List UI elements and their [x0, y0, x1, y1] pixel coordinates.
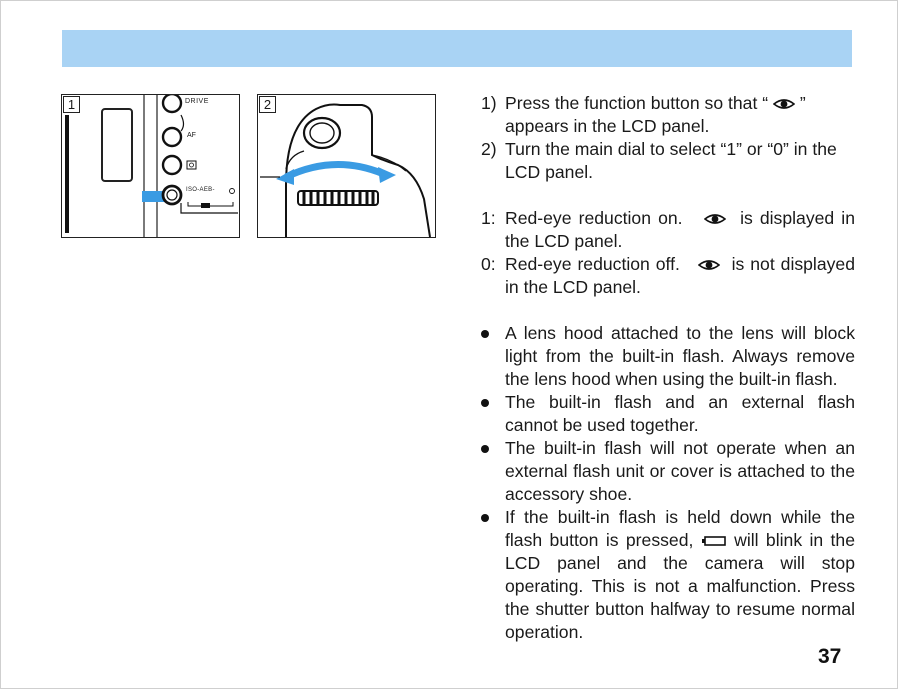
step-1-marker: 1) — [481, 93, 497, 113]
step-1-text-after: ” appears in the LCD panel. — [505, 93, 806, 136]
page-number: 37 — [818, 645, 842, 668]
option-1 — [481, 207, 855, 253]
red-eye-icon — [773, 97, 795, 111]
option-0-marker: 0: — [481, 254, 496, 274]
bullet-icon — [481, 330, 489, 338]
note-accessory-shoe-text: The built-in flash will not operate when an external flash unit or cover is attached to the accessory shoe. — [505, 438, 855, 504]
label-iso-aeb: ISO-AEB- — [186, 187, 215, 193]
label-drive: DRIVE — [185, 98, 209, 105]
option-1-text-before: Red-eye reduction on. — [505, 208, 683, 228]
note-external-flash-text: The built-in flash and an external flash cannot be used together. — [505, 392, 855, 435]
figure-2-number: 2 — [259, 96, 276, 113]
bullet-icon — [481, 399, 489, 407]
bullet-icon — [481, 514, 489, 522]
figure-2 — [257, 94, 436, 238]
note-held-down-text-after: will blink in the LCD panel and the camera will stop operating. This is not a malfunction. Press the shutter button halfway to resume normal operation. — [505, 530, 855, 642]
option-0 — [481, 253, 855, 299]
red-eye-icon — [698, 258, 720, 272]
bullet-icon — [481, 445, 489, 453]
note-held-down — [481, 506, 855, 644]
battery-icon — [701, 535, 727, 547]
figure-1-illustration — [62, 95, 239, 237]
figure-1-number: 1 — [63, 96, 80, 113]
option-0-text-after: is not displayed in the LCD panel. — [505, 254, 855, 297]
figure-2-illustration — [258, 95, 435, 237]
header-band — [62, 30, 852, 67]
step-1 — [481, 92, 855, 138]
option-1-text-after: is displayed in the LCD panel. — [505, 208, 855, 251]
note-accessory-shoe — [481, 437, 855, 506]
note-external-flash — [481, 391, 855, 437]
option-0-text-before: Red-eye reduction off. — [505, 254, 680, 274]
step-2-text: Turn the main dial to select “1” or “0” in the LCD panel. — [505, 139, 837, 182]
step-2-marker: 2) — [481, 139, 497, 159]
step-2 — [481, 138, 855, 184]
note-lens-hood-text: A lens hood attached to the lens will block light from the built-in flash. Always remove the lens hood when using the built-in flash. — [505, 323, 855, 389]
note-lens-hood — [481, 322, 855, 391]
label-af: AF — [187, 132, 196, 139]
instructions-column — [481, 92, 855, 644]
figure-1 — [61, 94, 240, 238]
step-1-text-before: Press the function button so that “ — [505, 93, 769, 113]
option-1-marker: 1: — [481, 208, 496, 228]
red-eye-icon — [704, 212, 726, 226]
note-held-down-text-before: If the built-in flash is held down while the flash button is pressed, — [505, 507, 855, 550]
